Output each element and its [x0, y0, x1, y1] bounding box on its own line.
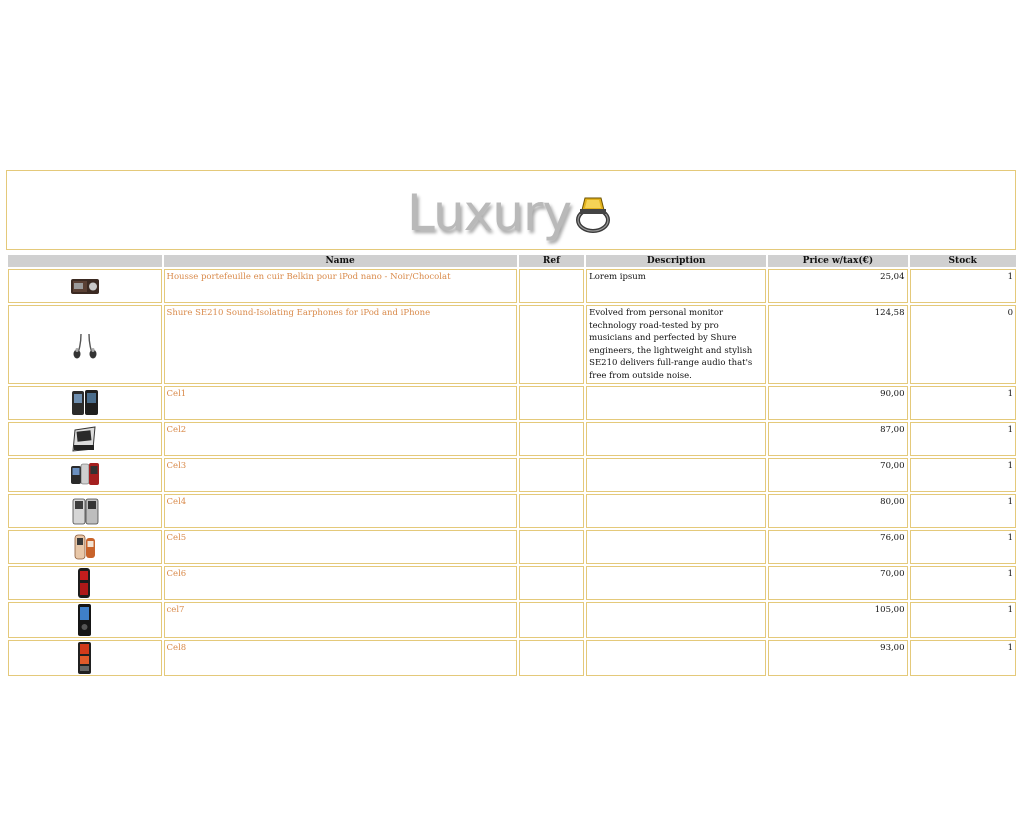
shop-logo[interactable]	[407, 185, 613, 241]
product-name-cell	[164, 494, 517, 528]
product-name-link[interactable]: Cel8	[166, 643, 187, 653]
product-image-cell[interactable]	[8, 269, 162, 303]
product-ref-cell	[519, 305, 585, 384]
logo-text: Luxury	[407, 184, 572, 242]
product-image-cell[interactable]	[8, 386, 162, 420]
product-table	[6, 253, 1018, 678]
product-price-cell: 87,00	[768, 422, 907, 456]
product-name-link[interactable]: Housse portefeuille en cuir Belkin pour iPod nano - Noir/Chocolat	[166, 272, 451, 282]
phone-thumb[interactable]	[69, 496, 101, 526]
product-name-link[interactable]: Cel5	[166, 533, 187, 543]
product-ref-cell	[519, 566, 585, 600]
product-ref-cell	[519, 494, 585, 528]
product-image-cell[interactable]	[8, 422, 162, 456]
product-ref-cell	[519, 530, 585, 564]
product-price-cell: 70,00	[768, 458, 907, 492]
product-image-cell[interactable]	[8, 602, 162, 638]
product-image-cell[interactable]	[8, 566, 162, 600]
earphones-thumb[interactable]	[69, 330, 101, 360]
product-name-cell	[164, 640, 517, 676]
product-image-cell[interactable]	[8, 530, 162, 564]
product-stock-cell: 1	[910, 602, 1017, 638]
product-name-cell	[164, 305, 517, 384]
product-description-cell	[586, 422, 766, 456]
table-row	[8, 640, 1016, 676]
product-name-link[interactable]: Cel6	[166, 569, 187, 579]
table-row	[8, 386, 1016, 420]
product-price-cell: 93,00	[768, 640, 907, 676]
product-ref-cell	[519, 640, 585, 676]
product-name-link[interactable]: cel7	[166, 605, 185, 615]
product-name-cell	[164, 566, 517, 600]
phone-thumb[interactable]	[69, 603, 101, 637]
product-price-cell: 90,00	[768, 386, 907, 420]
col-header-ref[interactable]: Ref	[519, 255, 585, 267]
product-name-link[interactable]: Cel2	[166, 425, 187, 435]
product-description-cell	[586, 458, 766, 492]
product-description-cell	[586, 640, 766, 676]
product-price-cell: 105,00	[768, 602, 907, 638]
product-image-cell[interactable]	[8, 458, 162, 492]
phone-thumb[interactable]	[69, 567, 101, 599]
product-image-cell[interactable]	[8, 305, 162, 384]
col-header-price[interactable]: Price w/tax(€)	[768, 255, 907, 267]
product-name-link[interactable]: Cel4	[166, 497, 187, 507]
table-row	[8, 458, 1016, 492]
ring-icon	[573, 190, 613, 236]
product-image-cell[interactable]	[8, 494, 162, 528]
product-ref-cell	[519, 386, 585, 420]
col-header-name[interactable]: Name	[164, 255, 517, 267]
phone-thumb[interactable]	[69, 388, 101, 418]
table-row	[8, 422, 1016, 456]
table-row	[8, 530, 1016, 564]
product-stock-cell: 1	[910, 458, 1017, 492]
product-name-link[interactable]: Cel1	[166, 389, 187, 399]
table-row	[8, 602, 1016, 638]
table-row	[8, 566, 1016, 600]
phone-thumb[interactable]	[69, 424, 101, 454]
product-stock-cell: 1	[910, 566, 1017, 600]
product-name-cell	[164, 386, 517, 420]
shop-banner	[6, 170, 1016, 250]
product-name-link[interactable]: Cel3	[166, 461, 187, 471]
product-description-cell: Evolved from personal monitor technology road-tested by pro musicians and perfected by Shure engineers, the lightweight and stylish SE210 delivers full-range audio that's free from outside noise.	[586, 305, 766, 384]
product-price-cell: 80,00	[768, 494, 907, 528]
table-row	[8, 494, 1016, 528]
col-header-image	[8, 255, 162, 267]
product-ref-cell	[519, 458, 585, 492]
col-header-description: Description	[586, 255, 766, 267]
product-stock-cell: 1	[910, 269, 1017, 303]
phone-thumb[interactable]	[69, 460, 101, 490]
phone-thumb[interactable]	[69, 532, 101, 562]
product-price-cell: 76,00	[768, 530, 907, 564]
product-image-cell[interactable]	[8, 640, 162, 676]
product-name-cell	[164, 530, 517, 564]
product-description-cell	[586, 566, 766, 600]
ipod-case-thumb[interactable]	[69, 275, 101, 297]
product-name-cell	[164, 269, 517, 303]
phone-thumb[interactable]	[69, 641, 101, 675]
product-stock-cell: 1	[910, 422, 1017, 456]
product-description-cell	[586, 602, 766, 638]
product-description-cell	[586, 530, 766, 564]
product-description-cell	[586, 494, 766, 528]
product-stock-cell: 1	[910, 640, 1017, 676]
product-price-cell: 124,58	[768, 305, 907, 384]
product-price-cell: 70,00	[768, 566, 907, 600]
table-header-row	[8, 255, 1016, 267]
product-ref-cell	[519, 602, 585, 638]
product-description-cell: Lorem ipsum	[586, 269, 766, 303]
table-row	[8, 305, 1016, 384]
product-ref-cell	[519, 269, 585, 303]
product-stock-cell: 1	[910, 494, 1017, 528]
product-name-link[interactable]: Shure SE210 Sound-Isolating Earphones for iPod and iPhone	[166, 308, 431, 318]
product-description-cell	[586, 386, 766, 420]
col-header-stock[interactable]: Stock	[910, 255, 1017, 267]
product-stock-cell: 0	[910, 305, 1017, 384]
table-row	[8, 269, 1016, 303]
product-name-cell	[164, 458, 517, 492]
product-stock-cell: 1	[910, 386, 1017, 420]
product-name-cell	[164, 602, 517, 638]
product-stock-cell: 1	[910, 530, 1017, 564]
product-price-cell: 25,04	[768, 269, 907, 303]
product-ref-cell	[519, 422, 585, 456]
product-name-cell	[164, 422, 517, 456]
